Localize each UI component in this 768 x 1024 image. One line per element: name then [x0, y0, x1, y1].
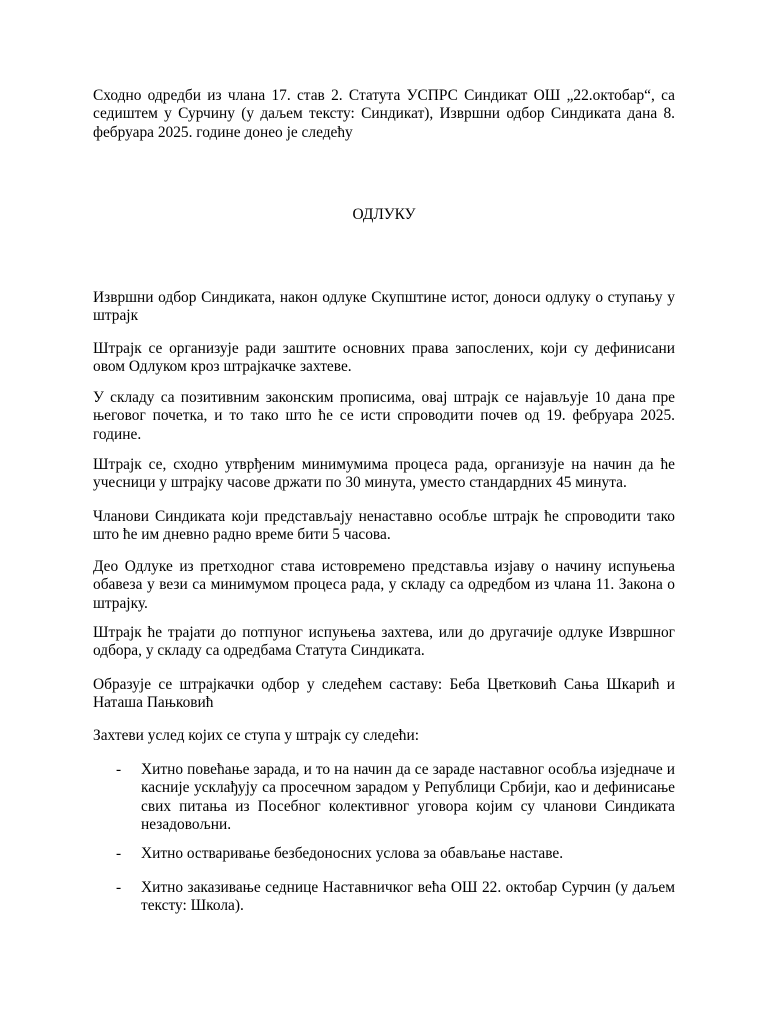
intro-paragraph: Сходно одредби из члана 17. став 2. Статута УСПРС Синдикат ОШ „22.октобар“, са седиштем у Сурчину (у даљем тексту: Синдикат), Извршни одбор Синдиката дана 8. фебруара 2025. године донео је следећу: [93, 87, 675, 141]
paragraph-strike-committee: Образује се штрајкачки одбор у следећем саставу: Беба Цветковић Сања Шкарић и Наташа Пањковић: [93, 676, 675, 712]
document-page: [93, 0, 675, 1024]
demand-council-text: Хитно заказивање седнице Наставничког већа ОШ 22. октобар Сурчин (у даљем тексту: Школа).: [141, 879, 675, 915]
demand-salary-text: Хитно повећање зарада, и то на начин да се зараде наставног особља изједначе и касније усклађују са просечном зарадом у Републици Србији, као и дефинисање свих питања из Посебног колективног уговора којим су чланови Синдиката незадовољни.: [141, 761, 675, 833]
paragraph-statement: Део Одлуке из претходног става истовремено представља изјаву о начину испуњења обавеза у вези са минимумом процеса рада, у складу са одредбом из члана 11. Закона о штрајку.: [93, 558, 675, 612]
paragraph-strike-purpose: Штрајк се организује ради заштите основних права запослених, који су дефинисани овом Одлуком кроз штрајкачке захтеве.: [93, 340, 675, 376]
bullet-dash: -: [116, 845, 122, 862]
paragraph-strike-announcement: У складу са позитивним законским прописима, овај штрајк се најављује 10 дана пре његовог почетка, и то тако што ће се исти спроводити почев од 19. фебруара 2025. године.: [93, 389, 675, 443]
paragraph-strike-decision: Извршни одбор Синдиката, након одлуке Скупштине истог, доноси одлуку о ступању у штрајк: [93, 289, 675, 325]
demand-safety-text: Хитно остваривање безбедоносних услова за обављање наставе.: [141, 845, 564, 862]
decision-title: ОДЛУКУ: [352, 206, 416, 223]
bullet-dash: -: [116, 761, 122, 778]
paragraph-duration: Штрајк ће трајати до потпуног испуњења захтева, или до другачије одлуке Извршног одбора, у складу са одредбама Статута Синдиката.: [93, 624, 675, 660]
paragraph-demands-intro: Захтеви услед којих се ступа у штрајк су следећи:: [93, 727, 419, 744]
paragraph-minimum-process: Штрајк се, сходно утврђеним минимумима процеса рада, организује на начин да ће учесници у штрајку часове држати по 30 минута, уместо стандардних 45 минута.: [93, 456, 675, 492]
bullet-dash: -: [116, 879, 122, 896]
paragraph-non-teaching-staff: Чланови Синдиката који представљају ненаставно особље штрајк ће спроводити тако што ће им дневно радно време бити 5 часова.: [93, 508, 675, 544]
